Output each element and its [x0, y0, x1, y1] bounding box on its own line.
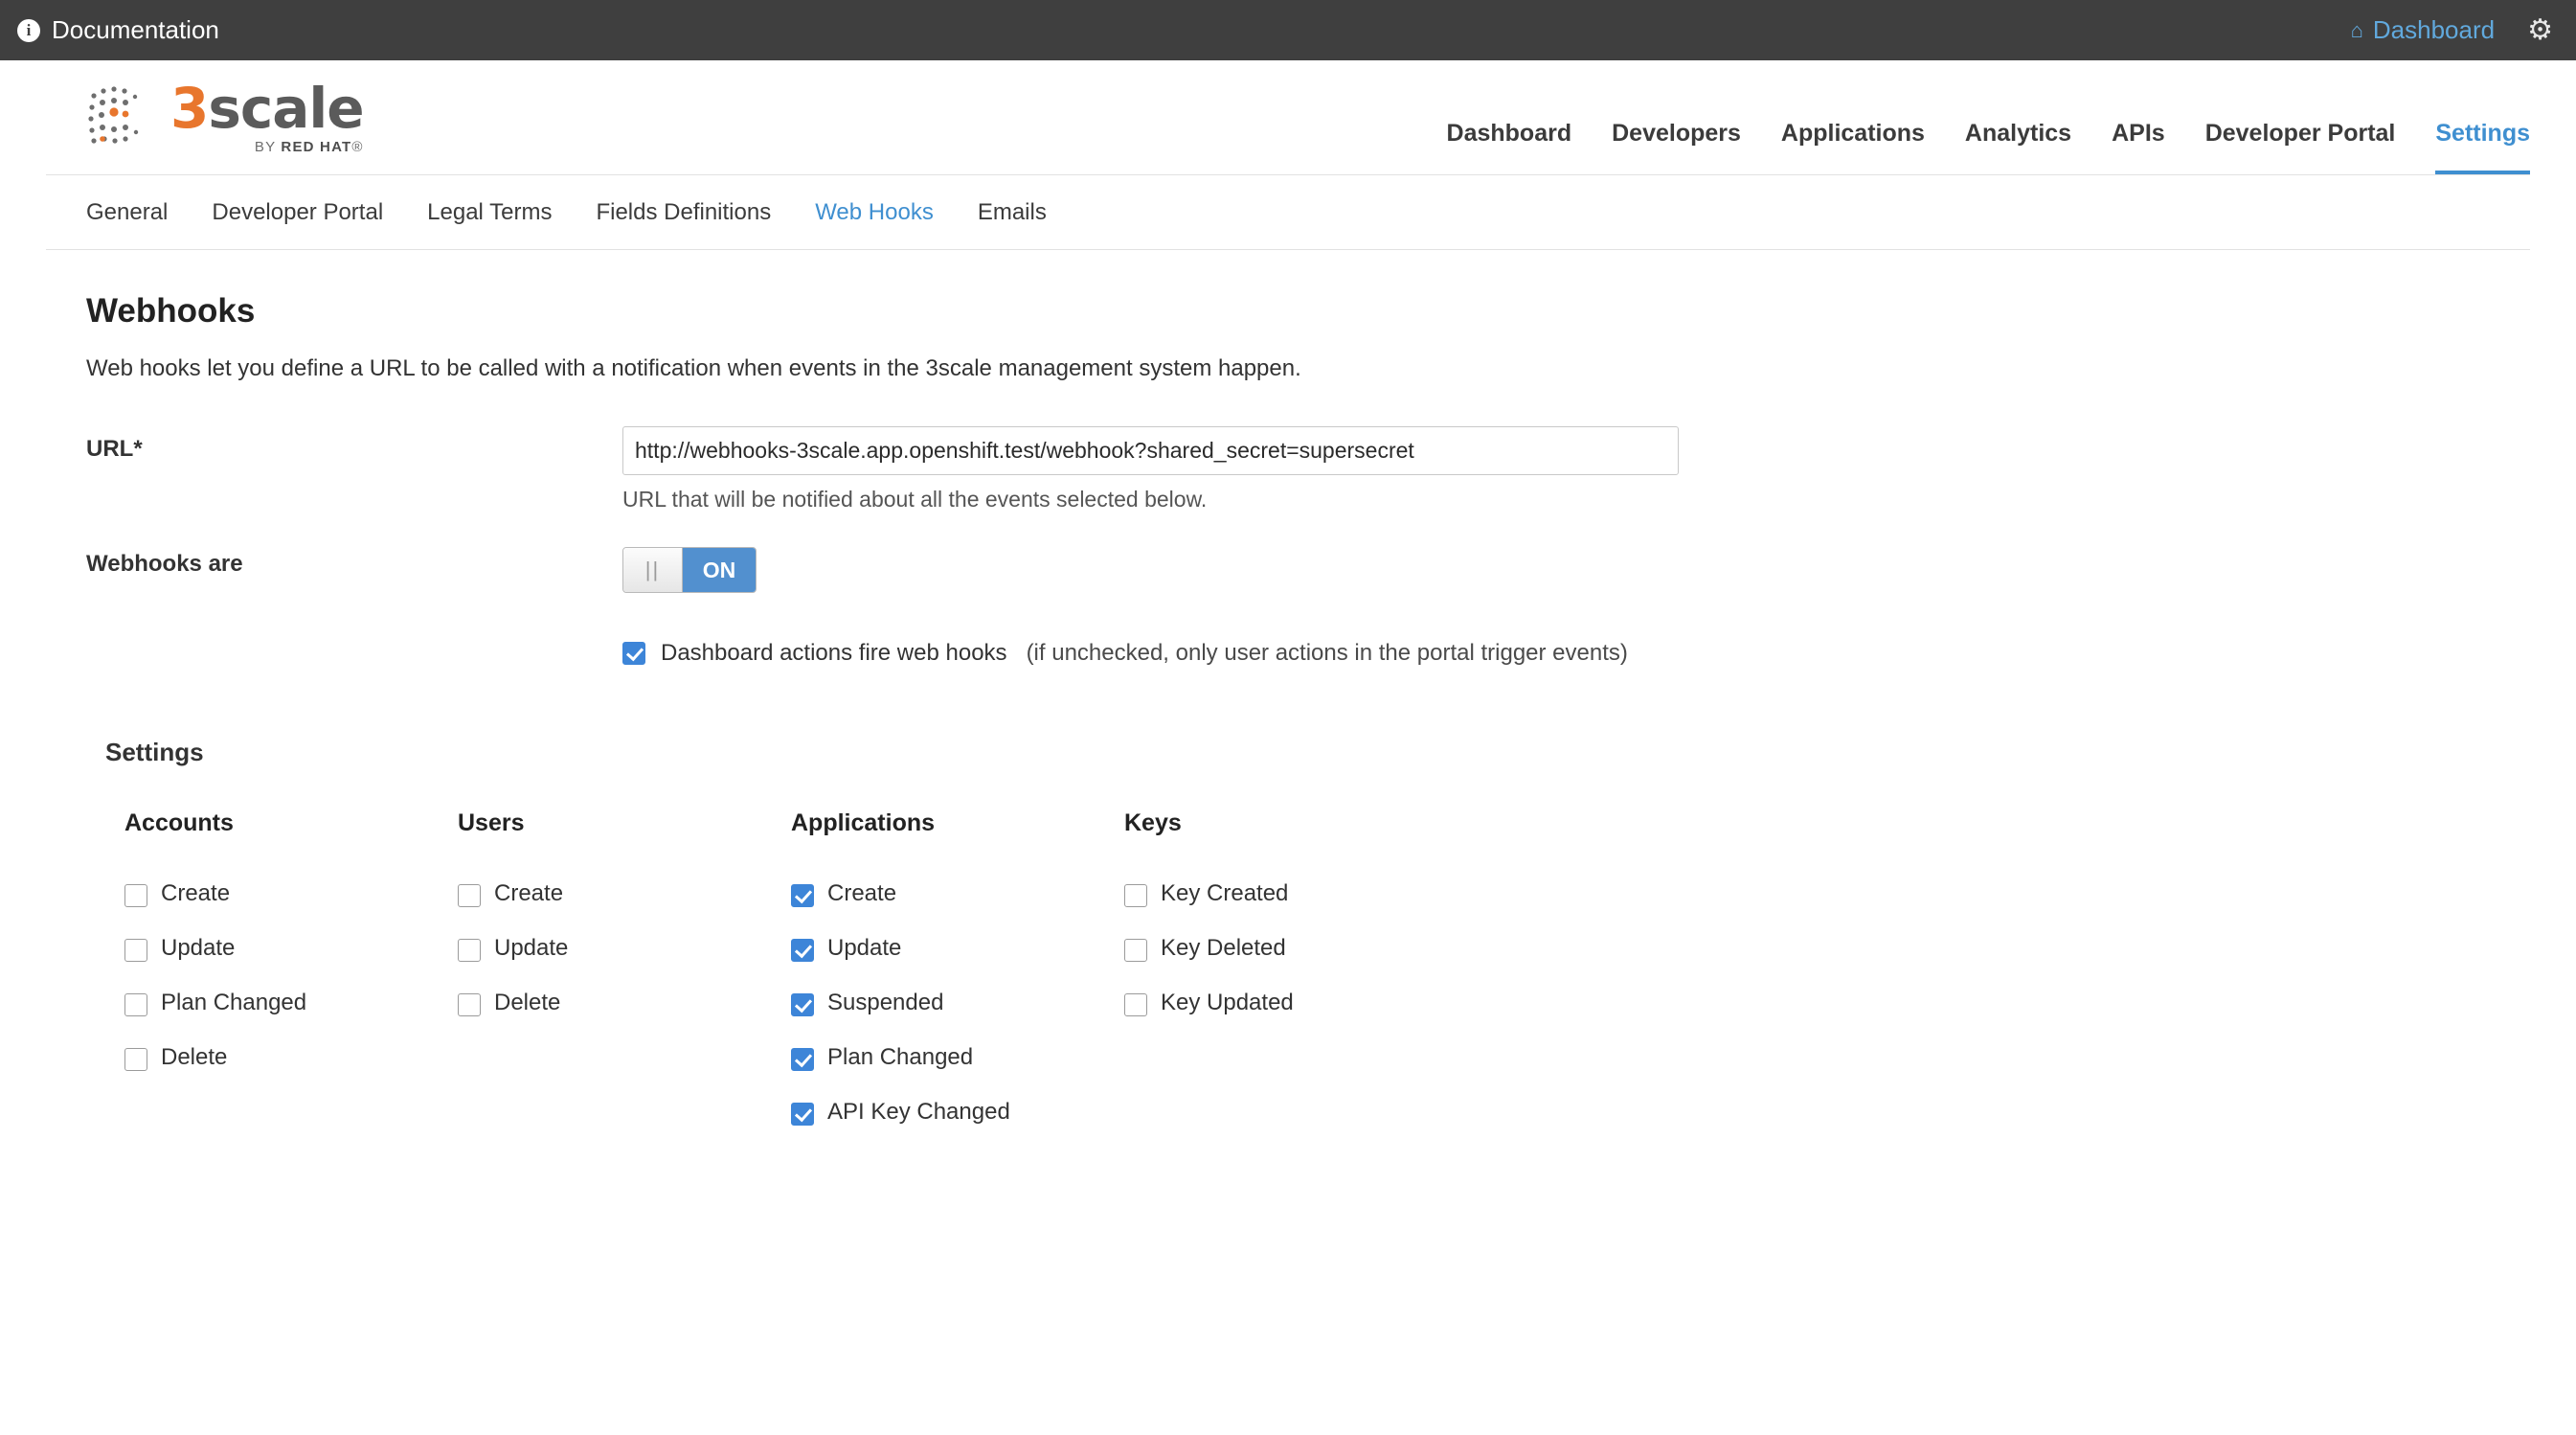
option-accounts-delete[interactable]: [124, 1043, 458, 1071]
label-users-delete: Delete: [494, 989, 561, 1015]
column-header-accounts: Accounts: [124, 809, 234, 837]
logo-byline-mark: ®: [351, 139, 364, 155]
label-accounts-delete: Delete: [161, 1043, 228, 1070]
label-accounts-plan-changed: Plan Changed: [161, 989, 307, 1015]
url-field-wrap: [622, 426, 2530, 512]
dashboard-actions-label: Dashboard actions fire web hooks: [661, 640, 1007, 666]
checkbox-applications-api-key-changed[interactable]: [791, 1103, 814, 1126]
subnav-item-fields-definitions[interactable]: Fields Definitions: [596, 198, 772, 225]
option-keys-key-created[interactable]: [1124, 879, 1457, 907]
site-header: [46, 60, 2530, 175]
info-icon: i: [17, 19, 40, 42]
option-applications-plan-changed[interactable]: [791, 1043, 1124, 1071]
checkbox-applications-update[interactable]: [791, 939, 814, 962]
nav-item-developer-portal[interactable]: Developer Portal: [2204, 120, 2396, 147]
toggle-knob: ||: [623, 548, 683, 592]
settings-section-title: Settings: [105, 738, 204, 767]
checkbox-applications-create[interactable]: [791, 884, 814, 907]
nav-item-settings[interactable]: Settings: [2435, 120, 2530, 174]
events-column-applications: [791, 809, 1124, 1152]
column-header-keys: Keys: [1124, 809, 1182, 837]
option-users-delete[interactable]: [458, 989, 791, 1016]
dashboard-link-label: Dashboard: [2372, 15, 2496, 44]
logo-byline: [170, 140, 364, 154]
option-accounts-update[interactable]: [124, 934, 458, 962]
page-description: Web hooks let you define a URL to be called with a notification when events in the 3scale management system happen.: [86, 355, 1301, 381]
option-applications-create[interactable]: [791, 879, 1124, 907]
top-bar-left: [17, 15, 219, 45]
subnav-item-developer-portal[interactable]: Developer Portal: [212, 198, 384, 225]
url-label: URL*: [86, 436, 143, 462]
label-applications-plan-changed: Plan Changed: [827, 1043, 974, 1070]
logo-byline-by: BY: [254, 139, 282, 155]
logo-dots-icon: [86, 82, 157, 153]
label-applications-update: Update: [827, 934, 902, 961]
checkbox-accounts-create[interactable]: [124, 884, 147, 907]
label-accounts-create: Create: [161, 879, 231, 906]
logo-text: [170, 76, 364, 155]
label-keys-key-deleted: Key Deleted: [1161, 934, 1286, 961]
checkbox-accounts-delete[interactable]: [124, 1048, 147, 1071]
label-users-create: Create: [494, 879, 564, 906]
label-keys-key-updated: Key Updated: [1161, 989, 1294, 1015]
nav-item-developers[interactable]: Developers: [1612, 120, 1741, 147]
label-accounts-update: Update: [161, 934, 236, 961]
dashboard-actions-text: [661, 637, 1628, 669]
checkbox-users-create[interactable]: [458, 884, 481, 907]
label-applications-api-key-changed: API Key Changed: [827, 1098, 1010, 1125]
checkbox-users-update[interactable]: [458, 939, 481, 962]
checkbox-applications-suspended[interactable]: [791, 993, 814, 1016]
events-column-accounts: [124, 809, 458, 1152]
checkbox-users-delete[interactable]: [458, 993, 481, 1016]
logo-wordmark-3: 3: [170, 76, 209, 141]
option-applications-suspended[interactable]: [791, 989, 1124, 1016]
label-keys-key-created: Key Created: [1161, 879, 1289, 906]
events-column-keys: [1124, 809, 1457, 1152]
webhooks-are-label: Webhooks are: [86, 551, 243, 577]
logo-wordmark: [170, 76, 364, 141]
subnav-item-legal-terms[interactable]: Legal Terms: [427, 198, 553, 225]
subnav-item-emails[interactable]: Emails: [977, 198, 1047, 225]
webhook-url-input[interactable]: [622, 426, 1679, 475]
option-keys-key-deleted[interactable]: [1124, 934, 1457, 962]
checkbox-keys-key-created[interactable]: [1124, 884, 1147, 907]
checkbox-accounts-update[interactable]: [124, 939, 147, 962]
option-applications-api-key-changed[interactable]: [791, 1098, 1124, 1126]
settings-sub-navigation: [46, 175, 2530, 250]
label-users-update: Update: [494, 934, 569, 961]
option-accounts-plan-changed[interactable]: [124, 989, 458, 1016]
url-help-text: URL that will be notified about all the events selected below.: [622, 487, 1208, 512]
column-header-users: Users: [458, 809, 525, 837]
top-bar: [0, 0, 2576, 60]
dashboard-actions-checkbox[interactable]: [622, 642, 645, 665]
option-keys-key-updated[interactable]: [1124, 989, 1457, 1016]
webhooks-enabled-toggle[interactable]: [622, 547, 757, 593]
checkbox-applications-plan-changed[interactable]: [791, 1048, 814, 1071]
nav-item-apis[interactable]: APIs: [2112, 120, 2165, 147]
events-column-users: [458, 809, 791, 1152]
dashboard-link[interactable]: [2351, 15, 2496, 45]
nav-item-analytics[interactable]: Analytics: [1964, 120, 2072, 147]
dashboard-actions-note: (if unchecked, only user actions in the portal trigger events): [1026, 640, 1628, 666]
dashboard-actions-checkbox-row: [622, 637, 2530, 669]
home-icon: ⌂: [2350, 17, 2363, 42]
page-content: [0, 250, 2576, 1152]
option-users-create[interactable]: [458, 879, 791, 907]
label-applications-create: Create: [827, 879, 897, 906]
option-accounts-create[interactable]: [124, 879, 458, 907]
option-users-update[interactable]: [458, 934, 791, 962]
subnav-item-web-hooks[interactable]: Web Hooks: [815, 198, 934, 225]
option-applications-update[interactable]: [791, 934, 1124, 962]
documentation-label[interactable]: Documentation: [52, 15, 219, 44]
toggle-state-label: ON: [683, 548, 756, 592]
subnav-item-general[interactable]: General: [86, 198, 169, 225]
checkbox-accounts-plan-changed[interactable]: [124, 993, 147, 1016]
nav-item-dashboard[interactable]: Dashboard: [1446, 120, 1572, 147]
top-bar-right: [2351, 15, 2553, 45]
page-title: Webhooks: [86, 292, 256, 330]
nav-item-applications[interactable]: Applications: [1780, 120, 1925, 147]
events-grid: [124, 809, 2530, 1152]
gear-icon[interactable]: ⚙: [2527, 13, 2553, 46]
label-applications-suspended: Suspended: [827, 989, 944, 1015]
logo-byline-brand: RED HAT: [281, 139, 352, 155]
checkbox-keys-key-deleted[interactable]: [1124, 939, 1147, 962]
webhooks-toggle-wrap: [622, 541, 2530, 669]
webhooks-toggle-row: [86, 541, 2530, 669]
url-row: [86, 426, 2530, 512]
column-header-applications: Applications: [791, 809, 936, 837]
checkbox-keys-key-updated[interactable]: [1124, 993, 1147, 1016]
logo-wordmark-scale: scale: [208, 76, 364, 141]
logo[interactable]: [46, 76, 364, 155]
main-navigation: [1447, 60, 2530, 174]
